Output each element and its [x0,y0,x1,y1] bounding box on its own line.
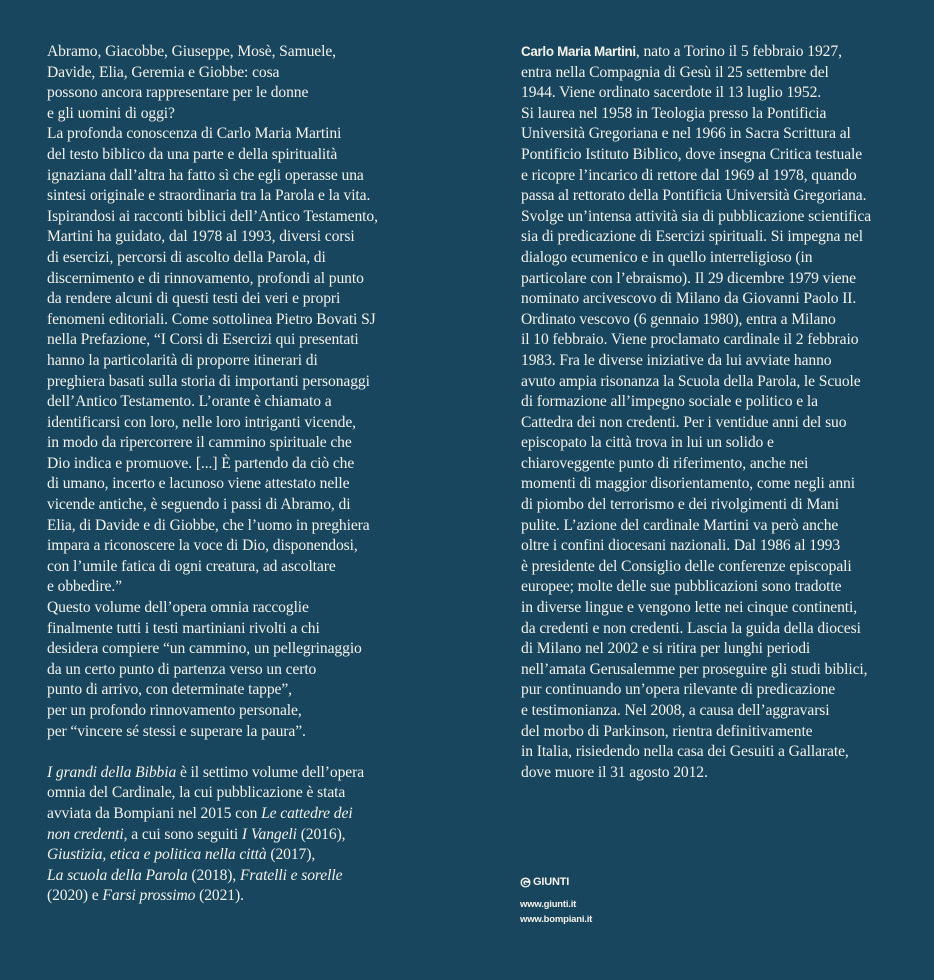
description-line: vicende antiche, è seguendo i passi di Abramo, di [47,496,351,514]
biography-line: Svolge un’intensa attività sia di pubblicazione scientifica [521,207,872,225]
biography-line: il 10 febbraio. Viene proclamato cardinale il 2 febbraio [521,331,859,349]
description-line: identificarsi con loro, nelle loro intriganti vicende, [47,413,356,431]
biography-line: momenti di maggior disorientamento, come negli anni [521,475,855,493]
biography-line: in Italia, risiedendo nella casa dei Gesuiti a Gallarate, [521,743,849,761]
publisher-block [520,876,592,927]
book-title: non credenti [47,825,124,843]
description-line: e gli uomini di oggi? [47,104,175,122]
biography-line: di Milano nel 2002 e si ritira per lunghi periodi [521,640,811,658]
biography-line: Pontificio Istituto Biblico, dove insegna Critica testuale [521,145,863,163]
biography-line: dialogo ecumenico e in quello interreligioso (in [521,248,813,266]
biography-line: in diverse lingue e vengono lette nei cinque continenti, [521,599,858,617]
book-title: Farsi prossimo [102,887,196,905]
biography-line: pulite. L’azione del cardinale Martini va però anche [521,516,839,534]
book-title: Le cattedre dei [261,804,353,822]
book-title: Fratelli e sorelle [239,866,343,884]
publisher-logo-text: GIUNTI [533,876,570,888]
book-title: I Vangeli [241,825,297,843]
series-text: (2018), [187,866,240,884]
biography-line: del morbo di Parkinson, rientra definitivamente [521,722,813,740]
description-line: e obbedire.” [47,578,122,596]
biography-line: nell’amata Gerusalemme per proseguire gli studi biblici, [521,660,868,678]
description-line: con l’umile fatica di ogni creatura, ad ascoltare [47,557,336,575]
series-text: (2016), [296,825,346,843]
biography-line: particolare con l’ebraismo). Il 29 dicembre 1979 viene [521,269,856,287]
biography-line: episcopato la città trova in lui un solido e [521,434,774,452]
biography-line: Ordinato vescovo (6 gennaio 1980), entra a Milano [521,310,836,328]
biography-line: pur continuando un’opera rilevante di predicazione [521,681,836,699]
description-line: Dio indica e promuove. [...] È partendo da ciò che [47,454,355,472]
description-line: desidera compiere “un cammino, un pellegrinaggio [47,640,362,658]
description-line: fenomeni editoriali. Come sottolinea Pietro Bovati SJ [47,310,376,328]
series-line [47,825,477,846]
series-line [47,763,477,784]
series-text: è il settimo volume dell’opera [176,763,365,781]
biography-line: passa al rettorato della Pontificia Università Gregoriana. [521,187,867,205]
description-line: Ispirandosi ai racconti biblici dell’Antico Testamento, [47,207,378,225]
biography-line [521,42,921,63]
description-line: di umano, incerto e lacunoso viene attestato nelle [47,475,350,493]
description-line: Martini ha guidato, dal 1978 al 1993, diversi corsi [47,228,355,246]
biography-line: di formazione all’impegno sociale e politico e la [521,393,818,411]
description-line: preghiera basati sulla storia di importanti personaggi [47,372,370,390]
biography-line: europee; molte delle sue pubblicazioni sono tradotte [521,578,842,596]
description-line: hanno la particolarità di proporre itinerari di [47,351,318,369]
series-text: avviata da Bompiani nel 2015 con [47,804,262,822]
biography-line: Università Gregoriana e nel 1966 in Sacra Scrittura al [521,125,851,143]
author-name: Carlo Maria Martini [521,44,636,59]
biography-line: 1983. Fra le diverse iniziative da lui avviate hanno [521,351,832,369]
description-line: per “vincere sé stessi e superare la paura”. [47,722,306,740]
series-line: omnia del Cardinale, la cui pubblicazione è stata [47,784,346,802]
biography-line: Cattedra dei non credenti. Per i ventidue anni del suo [521,413,847,431]
series-line [47,845,477,866]
paragraph-gap [47,742,477,763]
description-line: La profonda conoscenza di Carlo Maria Martini [47,125,342,143]
description-line: sintesi originale e straordinaria tra la Parola e la vita. [47,187,371,205]
biography-line: da credenti e non credenti. Lascia la guida della diocesi [521,619,861,637]
series-text: , a cui sono seguiti [123,825,242,843]
biography-line: e ricopre l’incarico di rettore dal 1969 al 1978, quando [521,166,857,184]
description-line: punto di arrivo, con determinate tappe”, [47,681,292,699]
description-line: finalmente tutti i testi martiniani rivolti a chi [47,619,320,637]
description-line: Davide, Elia, Geremia e Giobbe: cosa [47,63,280,81]
biography-line: è presidente del Consiglio delle conferenze episcopali [521,557,852,575]
biography-text: , nato a Torino il 5 febbraio 1927, [635,43,842,60]
publisher-logo [520,876,592,888]
description-line: da rendere alcuni di questi testi dei veri e propri [47,290,341,308]
biography-line: dove muore il 31 agosto 2012. [521,763,708,781]
description-line: da un certo punto di partenza verso un certo [47,660,317,678]
biography-line: sia di predicazione di Esercizi spirituali. Si impegna nel [521,228,863,246]
biography-line: entra nella Compagnia di Gesù il 25 settembre del [521,63,829,81]
series-text: (2020) e [47,887,103,905]
biography-line: avuto ampia risonanza la Scuola della Parola, le Scuole [521,372,861,390]
series-line [47,886,477,907]
biography-line: oltre i confini diocesani nazionali. Dal 1986 al 1993 [521,537,841,555]
series-line [47,866,477,887]
description-line: nella Prefazione, “I Corsi di Esercizi qui presentati [47,331,359,349]
biography-line: di piombo del terrorismo e dei rivolgimenti di Mani [521,496,839,514]
giunti-url[interactable]: www.giunti.it [520,899,577,910]
book-title: I grandi della Bibbia [47,763,177,781]
book-title: Giustizia, etica e politica nella città [47,846,267,864]
series-line [47,804,477,825]
description-line: dell’Antico Testamento. L’orante è chiamato a [47,393,332,411]
biography-line: nominato arcivescovo di Milano da Giovanni Paolo II. [521,290,857,308]
giunti-g-icon [520,877,531,888]
description-line: possono ancora rappresentare per le donne [47,84,309,102]
series-text: (2021). [195,887,244,905]
publisher-urls [520,898,592,927]
biography-line: e testimonianza. Nel 2008, a causa dell’aggravarsi [521,702,830,719]
description-line: Questo volume dell’opera omnia raccoglie [47,599,309,617]
book-description [47,42,477,907]
biography-line: Si laurea nel 1958 in Teologia presso la Pontificia [521,104,827,122]
book-title: La scuola della Parola [47,866,188,884]
description-line: in modo da ripercorrere il cammino spirituale che [47,434,352,452]
description-line: discernimento e di rinnovamento, profondi al punto [47,269,364,287]
description-line: del testo biblico da una parte e della spiritualità [47,145,338,163]
author-biography [521,42,921,783]
description-line: ignaziana dall’altra ha fatto sì che egli operasse una [47,166,364,184]
biography-line: chiaroveggente punto di riferimento, anche nei [521,454,809,472]
description-line: impara a riconoscere la voce di Dio, disponendosi, [47,537,358,555]
biography-line: 1944. Viene ordinato sacerdote il 13 luglio 1952. [521,84,822,102]
description-line: Elia, di Davide e di Giobbe, che l’uomo in preghiera [47,516,370,534]
description-line: di esercizi, percorsi di ascolto della Parola, di [47,248,326,266]
series-text: (2017), [266,846,316,864]
description-line: Abramo, Giacobbe, Giuseppe, Mosè, Samuele, [47,43,336,60]
description-line: per un profondo rinnovamento personale, [47,702,302,719]
bompiani-url[interactable]: www.bompiani.it [520,913,593,925]
